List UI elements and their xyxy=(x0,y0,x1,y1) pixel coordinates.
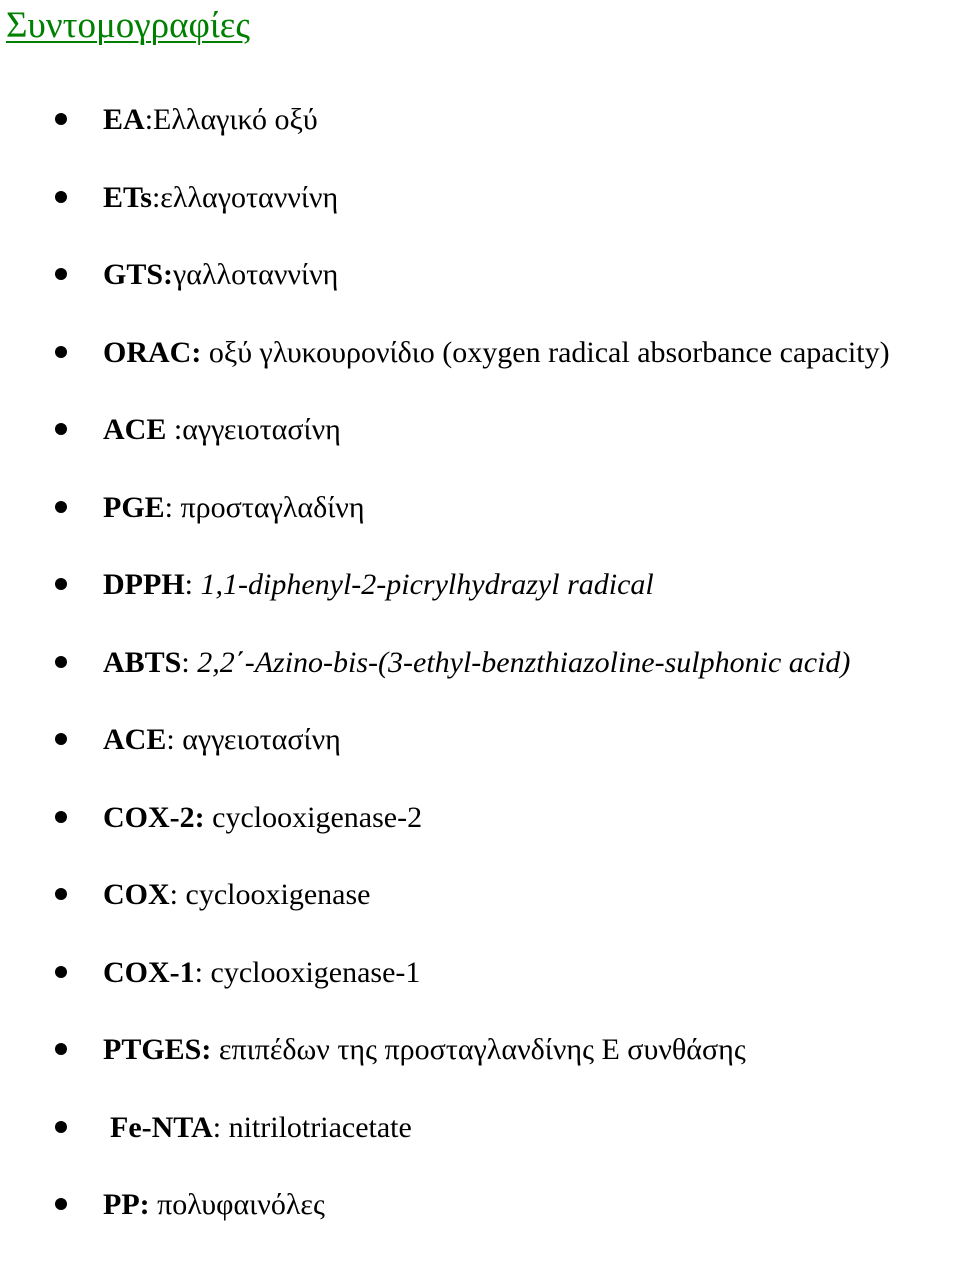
definition: cyclooxigenase-2 xyxy=(212,800,423,834)
separator: : xyxy=(166,413,183,446)
list-item xyxy=(0,410,960,488)
bullet-icon xyxy=(55,501,67,513)
definition: προσταγλαδίνη xyxy=(180,490,365,524)
abbreviation: GTS: xyxy=(103,258,174,291)
list-item-text xyxy=(103,333,890,373)
list-item-text xyxy=(103,410,341,450)
list-item xyxy=(0,720,960,798)
list-item xyxy=(0,100,960,178)
abbreviation: ORAC: xyxy=(103,335,202,369)
list-item xyxy=(0,953,960,1031)
abbreviation: DPPH xyxy=(103,568,185,601)
abbreviation: ABTS xyxy=(103,645,182,679)
definition: πολυφαινόλες xyxy=(157,1188,325,1221)
list-item xyxy=(0,1108,960,1186)
bullet-icon xyxy=(55,346,67,358)
abbreviation: ACE xyxy=(103,413,167,446)
bullet-icon xyxy=(55,1043,67,1055)
definition: ελλαγοταννίνη xyxy=(160,180,339,214)
list-item-text xyxy=(103,798,422,838)
abbreviation-list xyxy=(0,100,960,1263)
abbreviation: EA xyxy=(103,103,145,136)
definition: nitrilotriacetate xyxy=(228,1110,412,1144)
list-item xyxy=(0,255,960,333)
abbreviation: PP: xyxy=(103,1188,150,1221)
separator: : xyxy=(151,180,161,214)
list-item-text xyxy=(103,255,338,295)
list-item xyxy=(0,178,960,256)
list-item-text xyxy=(103,720,341,760)
abbreviation: ACE xyxy=(103,723,167,756)
list-item-text xyxy=(103,643,850,683)
definition: οξύ γλυκουρονίδιο (oxygen radical absorbance capacity) xyxy=(208,335,890,369)
list-item-text xyxy=(103,953,420,993)
list-item-text xyxy=(103,488,365,528)
definition: cyclooxigenase-1 xyxy=(210,955,421,989)
abbreviation: ETs xyxy=(103,180,152,214)
bullet-icon xyxy=(55,423,67,435)
abbreviation: COX-2: xyxy=(103,800,205,834)
bullet-icon xyxy=(55,578,67,590)
separator: : xyxy=(181,645,198,679)
abbreviation: PGE xyxy=(103,490,165,524)
definition: επιπέδων της προσταγλανδίνης Ε συνθάσης xyxy=(218,1033,746,1066)
definition: 2,2΄-Azino-bis-(3-ethyl-benzthiazoline-sulphonic acid) xyxy=(197,645,851,679)
definition: γαλλοταννίνη xyxy=(173,258,339,291)
bullet-icon xyxy=(55,888,67,900)
list-item-text xyxy=(103,565,654,605)
list-item xyxy=(0,333,960,411)
list-item-text xyxy=(103,1185,325,1225)
abbreviation: PTGES: xyxy=(103,1033,212,1066)
abbreviation: COX xyxy=(103,878,170,911)
separator: : xyxy=(212,1110,229,1144)
list-item xyxy=(0,1185,960,1263)
bullet-icon xyxy=(55,113,67,125)
list-item-text xyxy=(110,1108,412,1148)
list-item xyxy=(0,488,960,566)
bullet-icon xyxy=(55,268,67,280)
bullet-icon xyxy=(55,656,67,668)
separator: : xyxy=(184,568,201,601)
list-item-text xyxy=(103,178,338,218)
list-item-text xyxy=(103,1030,746,1070)
definition: 1,1-diphenyl-2-picrylhydrazyl radical xyxy=(200,568,654,601)
abbreviation: Fe-NTA xyxy=(110,1110,213,1144)
list-item xyxy=(0,643,960,721)
bullet-icon xyxy=(55,1121,67,1133)
bullet-icon xyxy=(55,191,67,203)
abbreviation: COX-1 xyxy=(103,955,195,989)
list-item-text xyxy=(103,100,318,140)
separator xyxy=(201,336,209,369)
list-item xyxy=(0,798,960,876)
separator: : xyxy=(164,490,181,524)
list-item-text xyxy=(103,875,370,915)
separator: : xyxy=(144,103,154,136)
separator: : xyxy=(166,723,183,756)
definition: Ελλαγικό οξύ xyxy=(153,103,318,136)
definition: cyclooxigenase xyxy=(185,878,371,911)
bullet-icon xyxy=(55,966,67,978)
page-title: Συντομογραφίες xyxy=(6,5,250,46)
separator: : xyxy=(169,878,186,911)
bullet-icon xyxy=(55,811,67,823)
list-item xyxy=(0,875,960,953)
definition: αγγειοτασίνη xyxy=(182,723,341,756)
definition: αγγειοτασίνη xyxy=(182,413,341,446)
separator xyxy=(211,1033,219,1066)
bullet-icon xyxy=(55,1198,67,1210)
list-item xyxy=(0,1030,960,1108)
list-item xyxy=(0,565,960,643)
separator: : xyxy=(194,955,211,989)
bullet-icon xyxy=(55,733,67,745)
